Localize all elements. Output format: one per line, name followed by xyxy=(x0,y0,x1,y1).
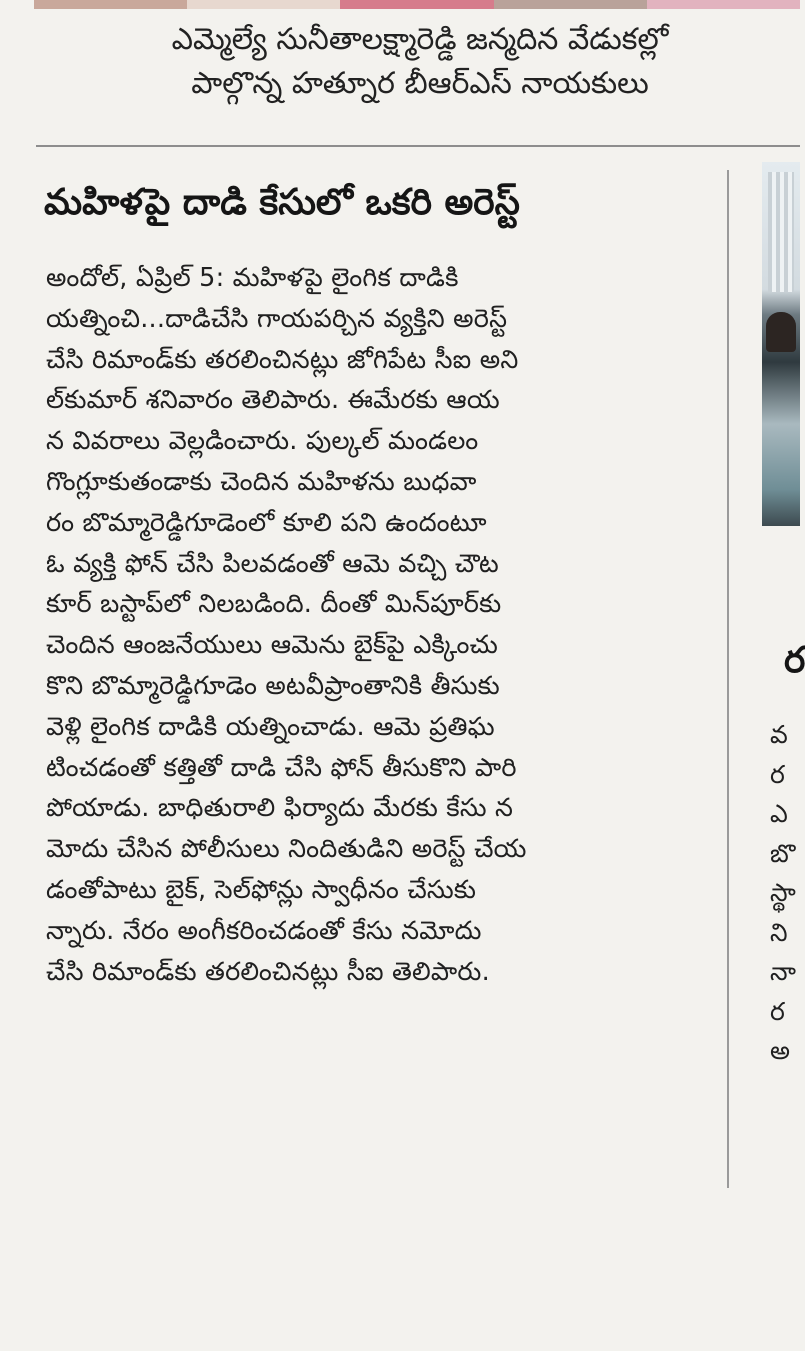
article-line: చేసి రిమాండ్‌కు తరలించినట్లు జోగిపేట సీఐ అని xyxy=(46,344,519,375)
article-line: మోదు చేసిన పోలీసులు నిందితుడిని అరెస్ట్ చేయ xyxy=(46,834,527,865)
article-line: టించడంతో కత్తితో దాడి చేసి ఫోన్ తీసుకొని పారి xyxy=(46,752,517,783)
article-line: యత్నించి...దాడిచేసి గాయపర్చిన వ్యక్తిని అరెస్ట్ xyxy=(46,303,508,334)
article-headline: మహిళపై దాడి కేసులో ఒకరి అరెస్ట్ xyxy=(44,182,520,223)
side-line: ర xyxy=(770,759,785,789)
section-divider xyxy=(36,145,800,147)
caption-line: ఎమ్మెల్యే సునీతాలక్ష్మారెడ్డి జన్మదిన వేడుకల్లో xyxy=(171,22,669,57)
side-article-fragments xyxy=(770,715,800,1071)
article-line: గొంగ్లూకుతండాకు చెందిన మహిళను బుధవా xyxy=(46,466,477,497)
side-line: నా xyxy=(770,957,796,986)
caption-line: పాల్గొన్న హత్నూర బీఆర్‌ఎస్ నాయకులు xyxy=(191,66,649,101)
photo-window-detail xyxy=(768,172,794,292)
column-divider xyxy=(727,170,729,1188)
article-line: చేసి రిమాండ్‌కు తరలించినట్లు సీఐ తెలిపారు. xyxy=(46,956,490,987)
photo-person-detail xyxy=(766,312,796,352)
photo-caption xyxy=(60,18,780,106)
article-line: ల్‌కుమార్ శనివారం తెలిపారు. ఈమేరకు ఆయ xyxy=(46,385,500,416)
article-line: అందోల్, ఏప్రిల్ 5: మహిళపై లైంగిక దాడికి xyxy=(46,263,459,293)
side-line: ఎ xyxy=(770,799,788,828)
article-line: వెళ్లి లైంగిక దాడికి యత్నించాడు. ఆమె ప్రతిఘ xyxy=(46,711,495,742)
article-line: పోయాడు. బాధితురాలి ఫిర్యాదు మేరకు కేసు న xyxy=(46,793,514,824)
article-line: కూర్ బస్టాప్‌లో నిలబడింది. దీంతో మిన్‌పూర్‌కు xyxy=(46,589,502,620)
side-line: వ xyxy=(770,720,788,749)
side-line: బొ xyxy=(770,838,796,868)
top-photo-strip xyxy=(34,0,800,9)
article-line: ఓ వ్యక్తి ఫోన్ చేసి పిలవడంతో ఆమె వచ్చి చౌట xyxy=(46,548,499,579)
side-photo xyxy=(762,162,800,526)
side-line: ని xyxy=(770,917,788,947)
article-body xyxy=(46,258,706,992)
article-line: న్నారు. నేరం అంగీకరించడంతో కేసు నమోదు xyxy=(46,915,482,946)
side-line: స్థా xyxy=(770,878,796,907)
article-line: చెందిన ఆంజనేయులు ఆమెను బైక్‌పై ఎక్కించు xyxy=(46,630,499,661)
article-line: రం బొమ్మారెడ్డిగూడెంలో కూలి పని ఉందంటూ xyxy=(46,507,487,538)
article-line: కొని బొమ్మారెడ్డిగూడెం అటవీప్రాంతానికి తీసుకు xyxy=(46,670,500,701)
article-line: డంతోపాటు బైక్, సెల్‌ఫోన్లు స్వాధీనం చేసుకు xyxy=(46,874,477,905)
article-line: న వివరాలు వెల్లడించారు. పుల్కల్ మండలం xyxy=(46,426,479,457)
side-headline-fragment: ర xyxy=(784,640,805,681)
side-line: అ xyxy=(770,1036,791,1065)
side-line: ర xyxy=(770,996,785,1026)
